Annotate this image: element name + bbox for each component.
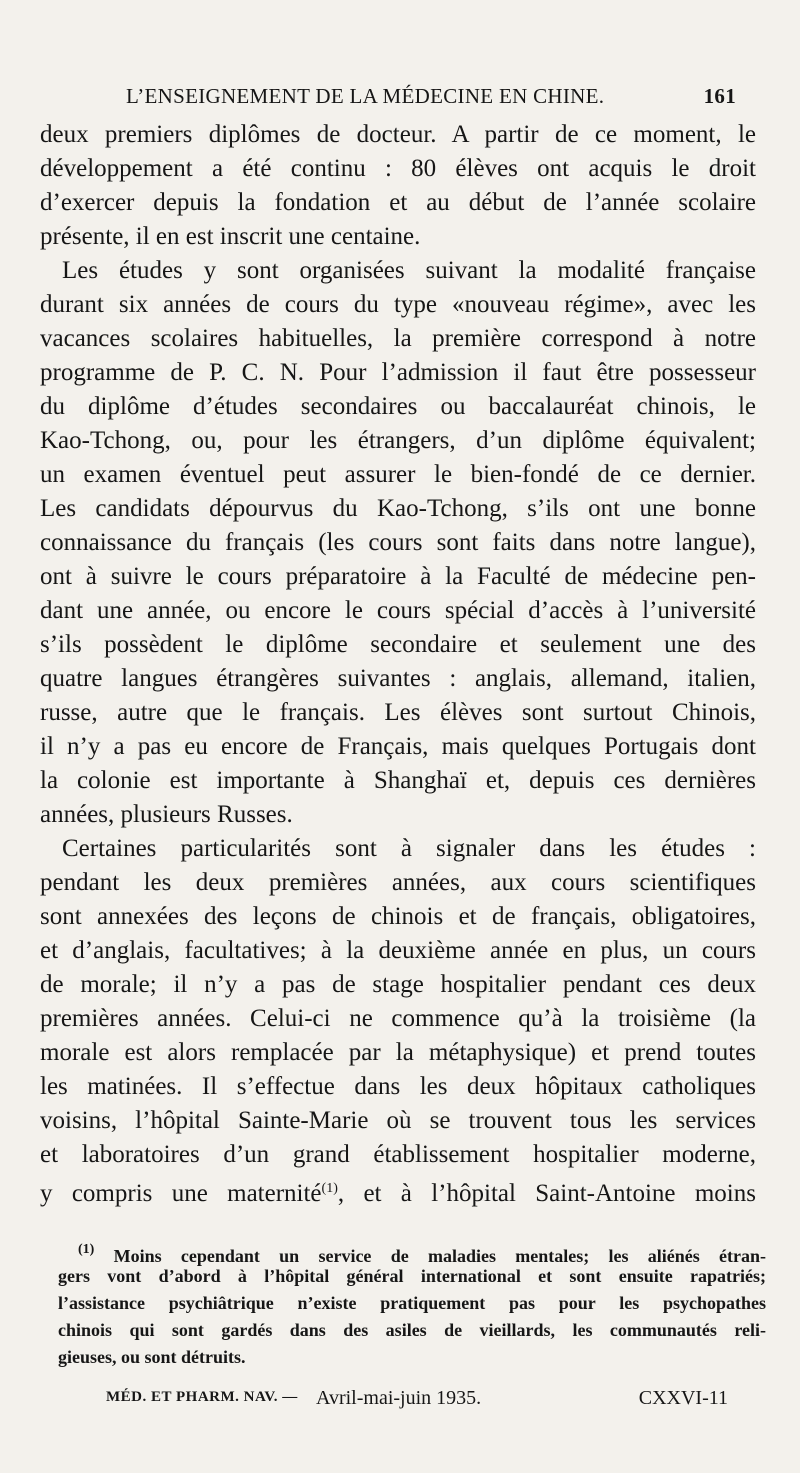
paragraph-start-line: Certaines particularités sont à signaler dans les études : xyxy=(62,835,756,862)
body-line: il n’y a pas eu encore de Français, mais quelques Portugais dont xyxy=(40,733,756,760)
body-line: la colonie est importante à Shanghaï et, depuis ces dernières xyxy=(40,767,756,794)
body-line: un examen éventuel peut assurer le bien-fondé de ce dernier. xyxy=(40,461,756,488)
body-text xyxy=(40,118,756,1206)
body-line: quatre langues étrangères suivantes : anglais, allemand, italien, xyxy=(40,665,756,692)
body-line: russe, autre que le français. Les élèves sont surtout Chinois, xyxy=(40,699,756,726)
running-head xyxy=(104,84,736,114)
body-line: Kao-Tchong, ou, pour les étrangers, d’un diplôme équivalent; xyxy=(40,427,756,454)
footnote-line: l’assistance psychiâtrique n’existe pratiquement pas pour les psychopathes xyxy=(58,1293,766,1313)
footnote-text: Moins cependant un service de maladies mentales; les aliénés étran- xyxy=(113,1246,766,1266)
body-line: dant une année, ou encore le cours spécial d’accès à l’université xyxy=(40,597,756,624)
body-line: les matinées. Il s’effectue dans les deux hôpitaux catholiques xyxy=(40,1073,756,1100)
footnote-reference: (1) xyxy=(321,1181,338,1196)
page-number: 161 xyxy=(703,84,736,108)
footnote-line: chinois qui sont gardés dans des asiles de vieillards, les communautés reli- xyxy=(58,1320,766,1340)
body-line: et laboratoires d’un grand établissement hospitalier moderne, xyxy=(40,1141,756,1168)
paragraph-start-line: Les études y sont organisées suivant la modalité française xyxy=(62,257,756,284)
body-line: sont annexées des leçons de chinois et de français, obligatoires, xyxy=(40,903,756,930)
running-head-title: L’ENSEIGNEMENT DE LA MÉDECINE EN CHINE. xyxy=(126,84,605,108)
body-line: durant six années de cours du type «nouveau régime», avec les xyxy=(40,291,756,318)
footer-issue: Avril-mai-juin 1935. xyxy=(316,1387,482,1409)
body-line: programme de P. C. N. Pour l’admission il faut être possesseur xyxy=(40,359,756,386)
body-line: s’ils possèdent le diplôme secondaire et seulement une des xyxy=(40,631,756,658)
body-line: et d’anglais, facultatives; à la deuxième année en plus, un cours xyxy=(40,937,756,964)
body-line: pendant les deux premières années, aux cours scientifiques xyxy=(40,869,756,896)
body-line: connaissance du français (les cours sont faits dans notre langue), xyxy=(40,529,756,556)
body-line: de morale; il n’y a pas de stage hospitalier pendant ces deux xyxy=(40,971,756,998)
body-line: années, plusieurs Russes. xyxy=(40,801,293,828)
page-footer xyxy=(106,1387,728,1415)
footnote-line: gieuses, ou sont détruits. xyxy=(58,1347,246,1367)
body-line: deux premiers diplômes de docteur. A partir de ce moment, le xyxy=(40,121,756,148)
footnote-line: gers vont d’abord à l’hôpital général international et sont ensuite rapatriés; xyxy=(58,1266,766,1286)
body-line: voisins, l’hôpital Sainte-Marie où se trouvent tous les services xyxy=(40,1107,756,1134)
footnote-line xyxy=(58,1236,766,1266)
body-line: vacances scolaires habituelles, la première correspond à notre xyxy=(40,325,756,352)
body-line: du diplôme d’études secondaires ou baccalauréat chinois, le xyxy=(40,393,756,420)
footnote xyxy=(58,1236,766,1371)
body-line: présente, il en est inscrit une centaine. xyxy=(40,223,421,250)
body-line-text: y compris une maternité xyxy=(40,1180,322,1207)
footer-signature: CXXVI-11 xyxy=(638,1387,728,1409)
body-line: premières années. Celui-ci ne commence qu’à la troisième (la xyxy=(40,1005,756,1032)
body-line: Les candidats dépourvus du Kao-Tchong, s’ils ont une bonne xyxy=(40,495,756,522)
body-line: d’exercer depuis la fondation et au début de l’année scolaire xyxy=(40,189,756,216)
body-line-with-note xyxy=(40,1172,756,1206)
body-line-text: , et à l’hôpital Saint-Antoine moins xyxy=(337,1180,756,1207)
footer-journal: MÉD. ET PHARM. NAV. — xyxy=(106,1389,298,1405)
footnote-marker: (1) xyxy=(78,1242,95,1257)
body-line: morale est alors remplacée par la métaphysique) et prend toutes xyxy=(40,1039,756,1066)
body-line: ont à suivre le cours préparatoire à la Faculté de médecine pen- xyxy=(40,563,756,590)
body-line: développement a été continu : 80 élèves ont acquis le droit xyxy=(40,155,756,182)
